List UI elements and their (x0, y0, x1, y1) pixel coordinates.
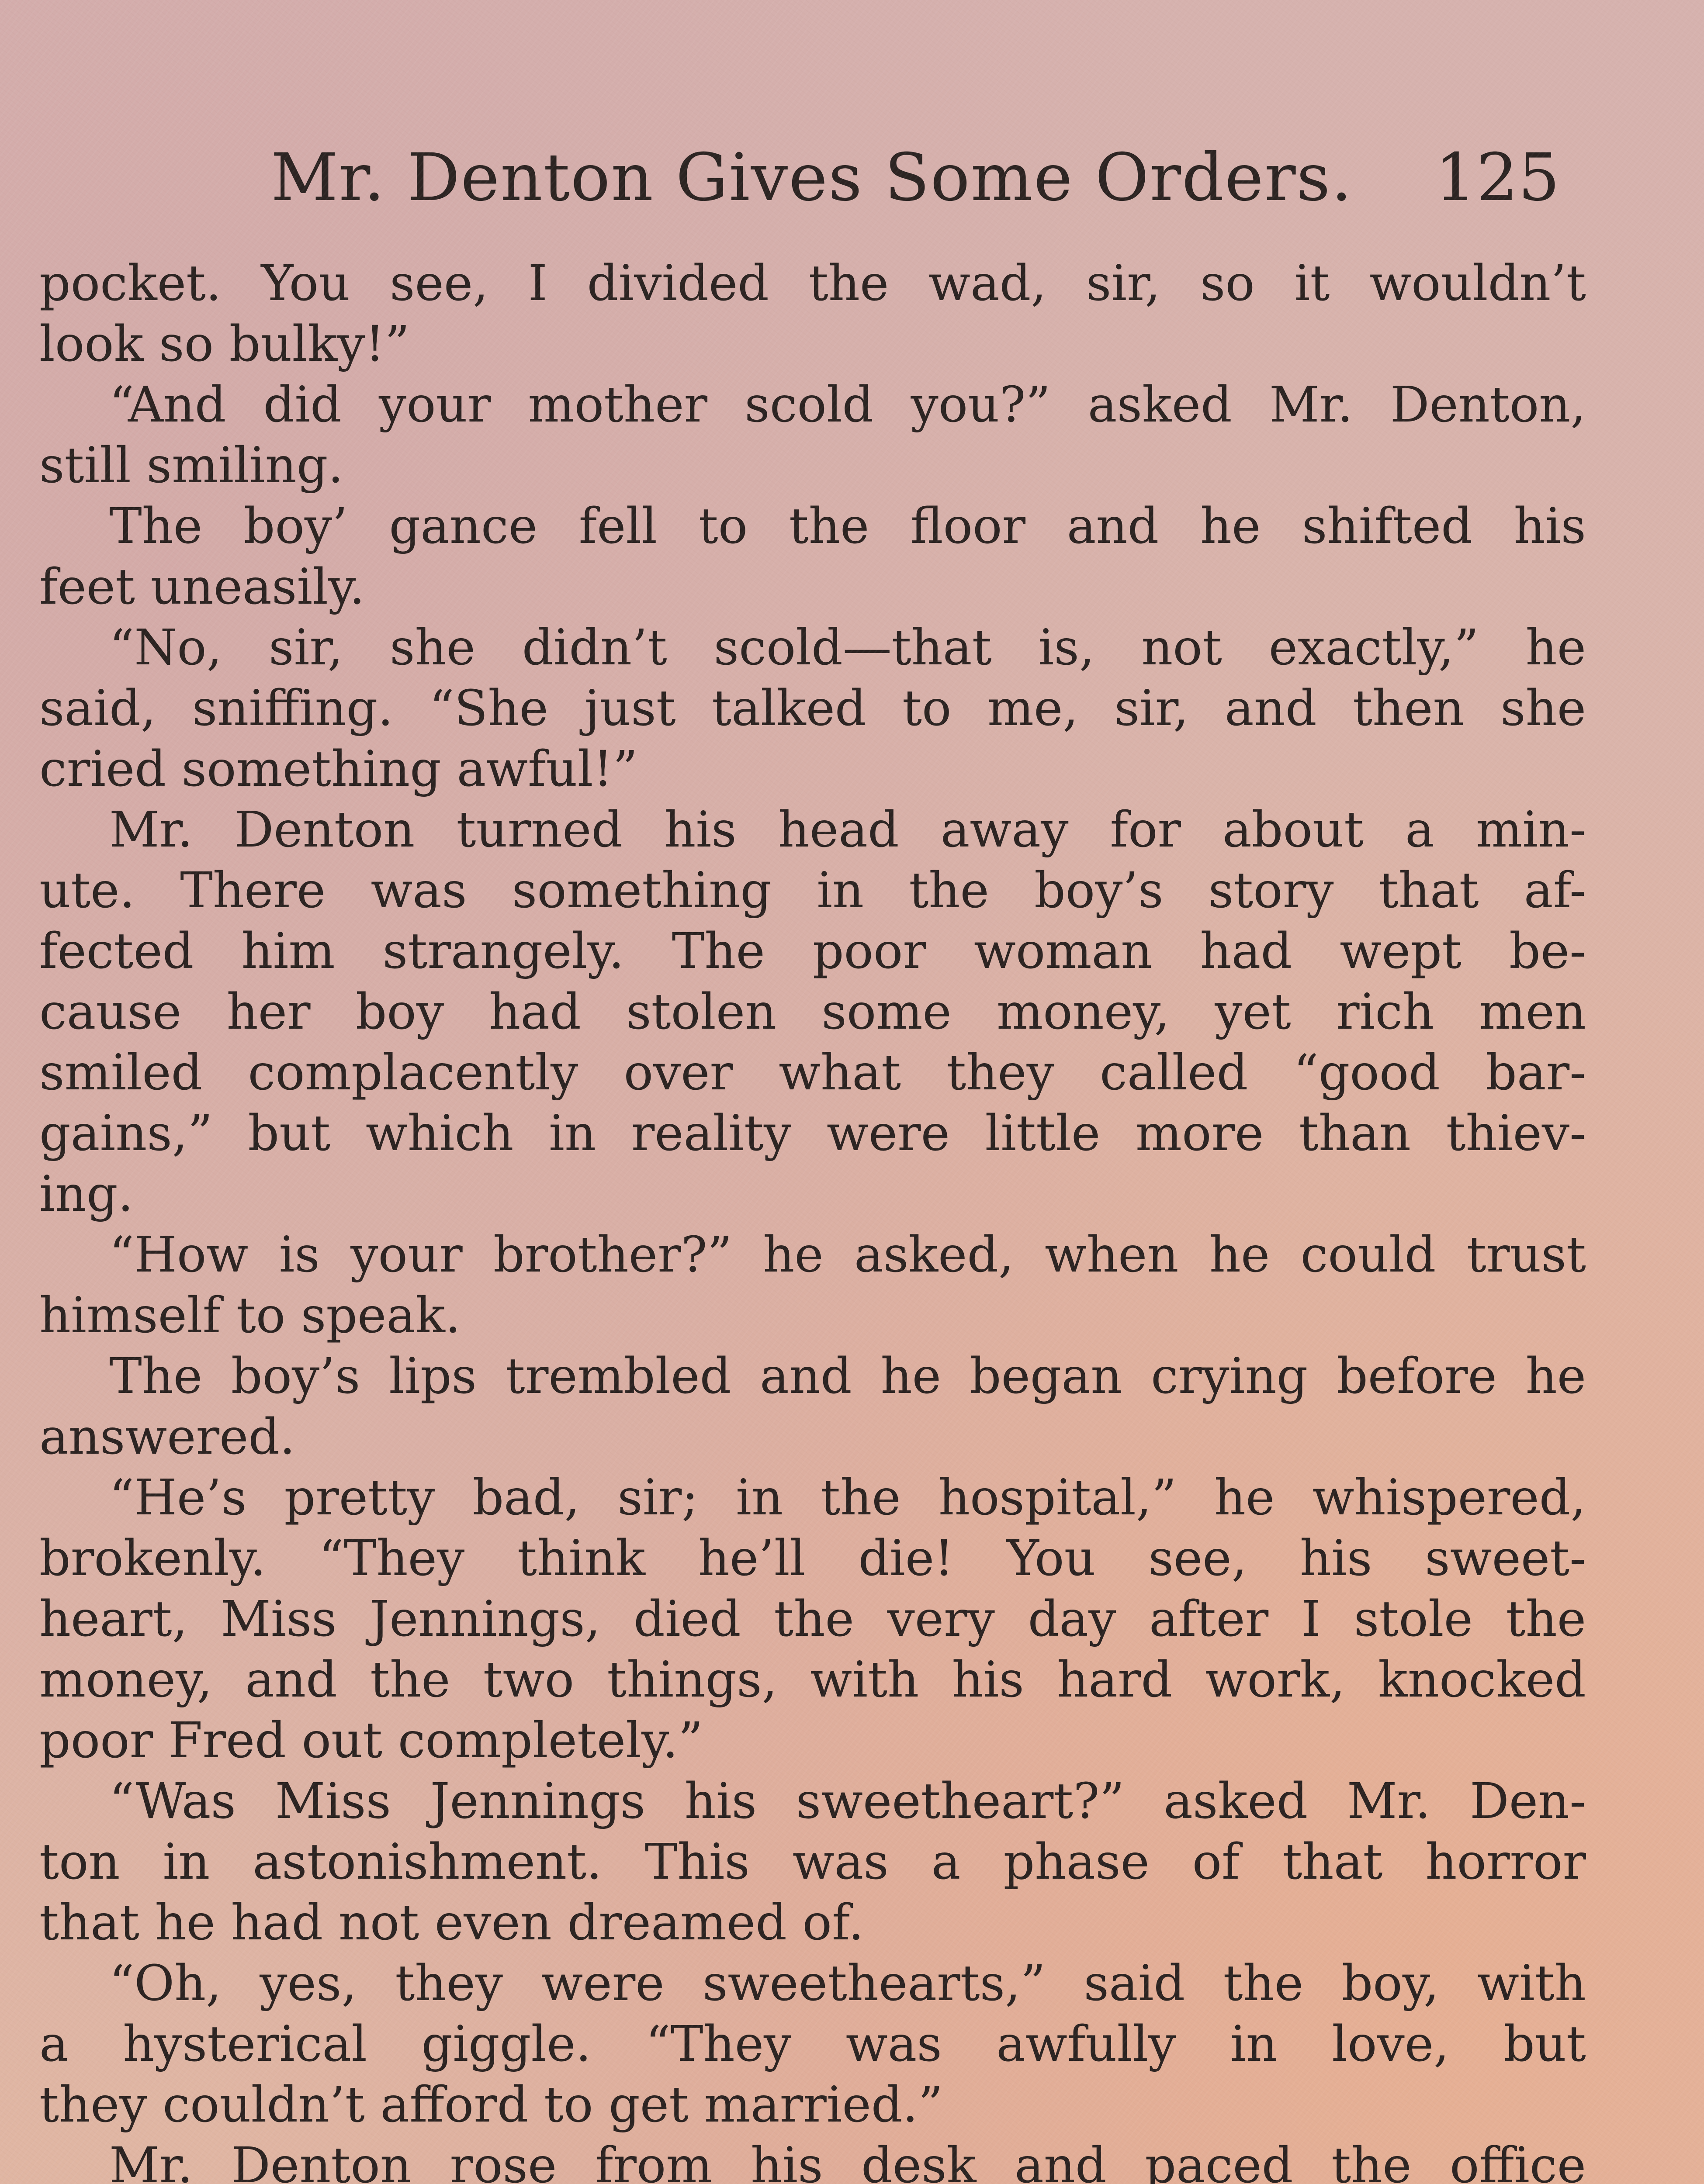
text-line: ute. There was something in the boy’s story that af- (39, 860, 1586, 921)
text-line: The boy’ gance fell to the floor and he shifted his (39, 496, 1586, 557)
text-line: poor Fred out completely.” (39, 1711, 1586, 1771)
text-line: smiled complacently over what they called “good bar- (39, 1043, 1586, 1103)
text-line: Mr. Denton rose from his desk and paced the office (39, 2136, 1586, 2184)
text-line: brokenly. “They think he’ll die! You see, his sweet- (39, 1528, 1586, 1589)
text-line: himself to speak. (39, 1286, 1586, 1346)
text-line: “Was Miss Jennings his sweetheart?” asked Mr. Den- (39, 1771, 1586, 1832)
text-line: a hysterical giggle. “They was awfully in love, but (39, 2014, 1586, 2075)
text-line: ing. (39, 1164, 1586, 1225)
text-line: Mr. Denton turned his head away for about a min- (39, 800, 1586, 860)
text-line: cause her boy had stolen some money, yet rich men (39, 982, 1586, 1043)
text-line: they couldn’t afford to get married.” (39, 2075, 1586, 2136)
text-line: gains,” but which in reality were little more than thiev- (39, 1103, 1586, 1164)
text-line: said, sniffing. “She just talked to me, sir, and then she (39, 678, 1586, 739)
text-line: feet uneasily. (39, 557, 1586, 618)
text-line: pocket. You see, I divided the wad, sir, so it wouldn’t (39, 253, 1586, 314)
text-line: “Oh, yes, they were sweethearts,” said the boy, with (39, 1953, 1586, 2014)
text-line: “No, sir, she didn’t scold—that is, not exactly,” he (39, 618, 1586, 678)
text-line: The boy’s lips trembled and he began crying before he (39, 1346, 1586, 1407)
text-line: “He’s pretty bad, sir; in the hospital,” he whispered, (39, 1468, 1586, 1528)
text-line: still smiling. (39, 435, 1586, 496)
text-line: cried something awful!” (39, 739, 1586, 800)
text-line: fected him strangely. The poor woman had wept be- (39, 921, 1586, 982)
text-line: money, and the two things, with his hard work, knocked (39, 1650, 1586, 1711)
text-line: heart, Miss Jennings, died the very day after I stole the (39, 1589, 1586, 1650)
text-line: answered. (39, 1407, 1586, 1468)
page-number: 125 (1435, 140, 1560, 216)
text-line: “And did your mother scold you?” asked Mr. Denton, (39, 375, 1586, 435)
text-line: that he had not even dreamed of. (39, 1893, 1586, 1953)
text-line: ton in astonishment. This was a phase of that horror (39, 1832, 1586, 1893)
text-line: “How is your brother?” he asked, when he could trust (39, 1225, 1586, 1286)
running-title: Mr. Denton Gives Some Orders. (271, 140, 1353, 216)
text-line: look so bulky!” (39, 314, 1586, 375)
